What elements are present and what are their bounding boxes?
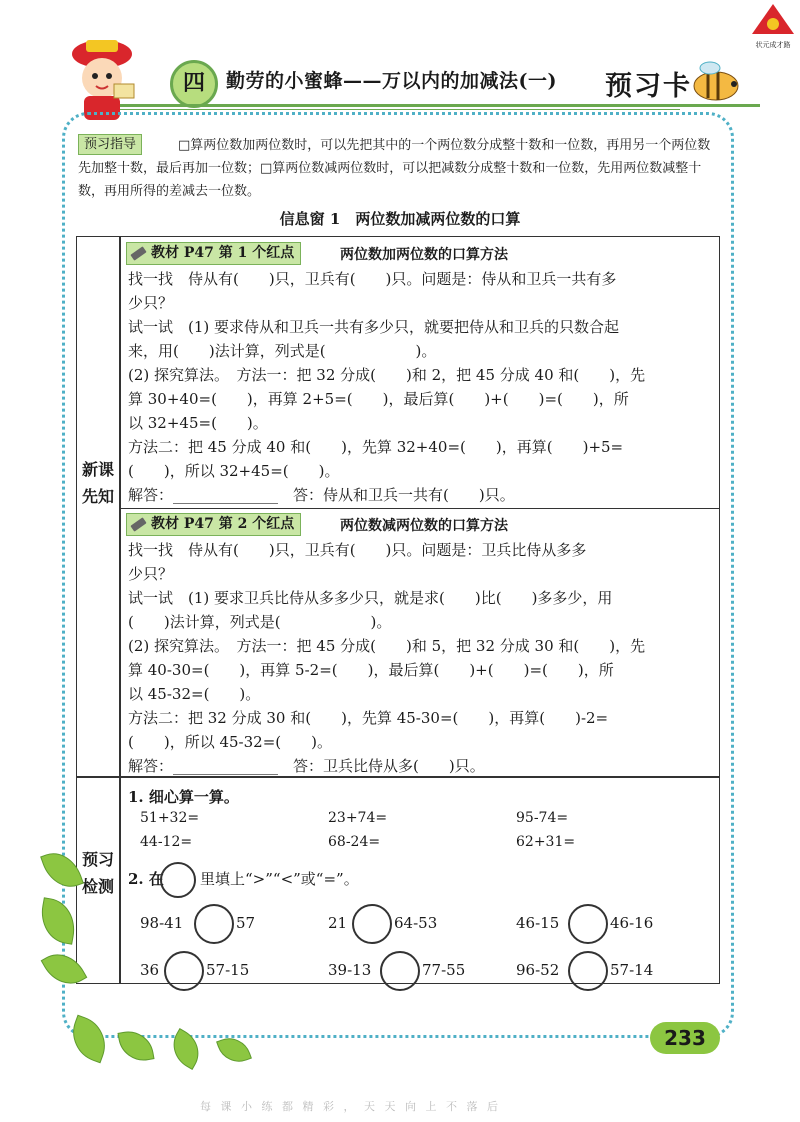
- preview-guide-text: □算两位数加两位数时，可以先把其中的一个两位数分成整十数和一位数，再用另一个两位数先加整十数，最后再加一位数；□算两位数减两位数时，可以把减数分成整十数和一位数，先用两位数减整十数，再用所得的差减去一位数。: [78, 138, 711, 199]
- part1-line: ( )，所以 32+45=( )。: [128, 462, 340, 480]
- part1-title: 两位数加两位数的口算方法: [340, 247, 508, 263]
- q1-expression: 44-12=: [140, 834, 193, 850]
- footer-text: 每 课 小 练 都 精 彩 ， 天 天 向 上 不 落 后: [200, 1100, 501, 1113]
- answer-circle[interactable]: [380, 951, 420, 991]
- answer-circle[interactable]: [568, 904, 608, 944]
- publisher-logo: [748, 2, 798, 48]
- part2-line: 以 45-32=( )。: [128, 685, 261, 703]
- part2-tag: [126, 513, 301, 536]
- page-number: 233: [650, 1022, 720, 1054]
- compare-left: 96-52: [516, 961, 560, 979]
- compare-right: 64-53: [394, 914, 438, 932]
- answer-circle[interactable]: [352, 904, 392, 944]
- part-divider: [119, 508, 720, 509]
- q2-title-a: 2. 在: [128, 870, 164, 888]
- page-title: 勤劳的小蜜蜂——万以内的加减法(一): [226, 70, 557, 92]
- part2-line: 解答：______________ 答：卫兵比侍从多( )只。: [128, 757, 485, 775]
- pencil-icon: [130, 246, 146, 260]
- preview-guide-tag: 预习指导: [78, 134, 142, 155]
- q1-title: 1. 细心算一算。: [128, 788, 239, 806]
- preview-card-label: 预习卡: [605, 71, 692, 102]
- part1-line: 算 30+40=( )，再算 2+5=( )，最后算( )+( )=( )，所: [128, 390, 629, 408]
- part2-line: 算 40-30=( )，再算 5-2=( )，最后算( )+( )=( )，所: [128, 661, 614, 679]
- table-column-divider: [119, 236, 121, 984]
- side-label-new-lesson: 新课先知: [81, 460, 114, 506]
- compare-right: 57-14: [610, 961, 654, 979]
- bee-illustration: [686, 56, 746, 106]
- unit-number-badge: 四: [170, 60, 218, 108]
- part2-line: (2) 探究算法。 方法一：把 45 分成( )和 5，把 32 分成 30 和( )，先: [128, 637, 646, 655]
- q1-expression: 62+31=: [516, 834, 576, 850]
- side-label-check: 预习检测: [81, 850, 114, 896]
- compare-left: 21: [328, 914, 348, 932]
- q1-expression: 95-74=: [516, 810, 569, 826]
- compare-left: 46-15: [516, 914, 560, 932]
- part1-tag-text: 教材 P47 第 1 个红点: [151, 245, 295, 261]
- compare-right: 57: [236, 914, 256, 932]
- part2-line: 少只？: [128, 565, 174, 583]
- part1-body: [128, 267, 716, 507]
- section-title: 信息窗 1 两位数加减两位数的口算: [279, 210, 521, 228]
- answer-circle[interactable]: [164, 951, 204, 991]
- part2-title: 两位数减两位数的口算方法: [340, 518, 508, 534]
- part1-line: 方法二：把 45 分成 40 和( )，先算 32+40=( )，再算( )+5=: [128, 438, 624, 456]
- answer-circle[interactable]: [194, 904, 234, 944]
- compare-right: 46-16: [610, 914, 654, 932]
- part2-body: [128, 538, 716, 778]
- part2-line: 找一找 侍从有( )只，卫兵有( )只。问题是：卫兵比侍从多多: [128, 541, 587, 559]
- part1-line: (2) 探究算法。 方法一：把 32 分成( )和 2，把 45 分成 40 和( )，先: [128, 366, 646, 384]
- part1-line: 以 32+45=( )。: [128, 414, 268, 432]
- part1-line: 找一找 侍从有( )只，卫兵有( )只。问题是：侍从和卫兵一共有多: [128, 270, 617, 288]
- part1-tag: [126, 242, 301, 265]
- part2-line: ( )法计算，列式是( )。: [128, 613, 392, 631]
- header-divider-thin: [120, 109, 680, 110]
- part1-line: 试一试 (1) 要求侍从和卫兵一共有多少只，就要把侍从和卫兵的只数合起: [128, 318, 620, 336]
- q1-expression: 23+74=: [328, 810, 388, 826]
- pencil-icon: [130, 517, 146, 531]
- logo-caption: 状元成才路: [755, 41, 791, 49]
- mascot-illustration: [56, 34, 148, 124]
- part2-line: 方法二：把 32 分成 30 和( )，先算 45-30=( )，再算( )-2=: [128, 709, 609, 727]
- answer-circle-example: [160, 862, 196, 898]
- part2-tag-text: 教材 P47 第 2 个红点: [151, 516, 295, 532]
- header-divider: [120, 104, 760, 107]
- compare-right: 57-15: [206, 961, 250, 979]
- q2-title-b: 里填上“>”“<”或“=”。: [200, 870, 359, 888]
- compare-left: 39-13: [328, 961, 372, 979]
- part2-line: ( )，所以 45-32=( )。: [128, 733, 332, 751]
- compare-left: 36: [140, 961, 160, 979]
- part2-line: 试一试 (1) 要求卫兵比侍从多多少只，就是求( )比( )多多少，用: [128, 589, 613, 607]
- part1-line: 来，用( )法计算，列式是( )。: [128, 342, 437, 360]
- compare-left: 98-41: [140, 914, 184, 932]
- part1-line: 解答：______________ 答：侍从和卫兵一共有( )只。: [128, 486, 515, 504]
- q1-expression: 51+32=: [140, 810, 200, 826]
- compare-right: 77-55: [422, 961, 466, 979]
- answer-circle[interactable]: [568, 951, 608, 991]
- part1-line: 少只？: [128, 294, 174, 312]
- q1-expression: 68-24=: [328, 834, 381, 850]
